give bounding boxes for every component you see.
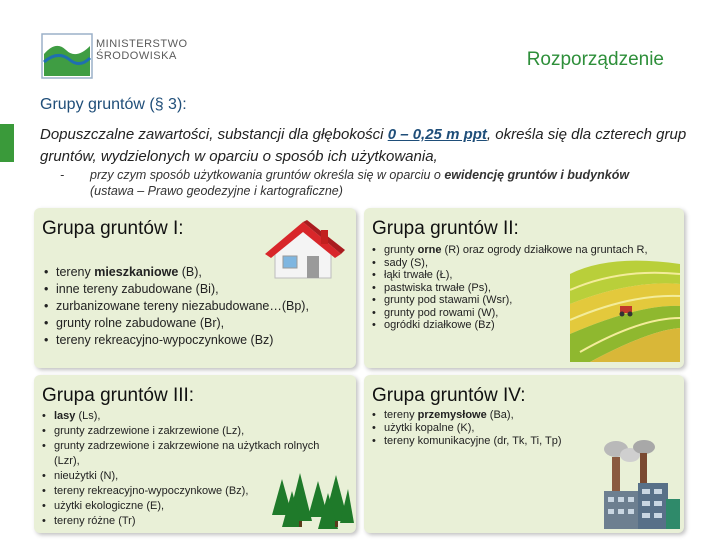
note-text-before: przy czym sposób użytkowania gruntów określa się w oparciu o — [90, 168, 445, 182]
item-bold: przemysłowe — [417, 409, 487, 421]
intro-text-before: Dopuszczalne zawartości, substancji dla głębokości — [40, 126, 388, 143]
logo-line-1: MINISTERSTWO — [96, 38, 188, 50]
list-item — [44, 332, 309, 349]
item-text: tereny — [384, 409, 418, 421]
slide-title: Rozporządzenie — [526, 49, 664, 70]
group-title-4: Grupa gruntów IV: — [372, 385, 526, 406]
item-text: (B), — [178, 265, 202, 279]
ministry-logo-icon — [40, 32, 94, 80]
farm-fields-icon — [570, 244, 680, 362]
item-text: tereny — [56, 265, 95, 279]
item-bold: lasy — [54, 410, 76, 422]
item-text: sady (S), — [384, 256, 429, 269]
group-panel-1 — [34, 208, 356, 368]
item-text: (Ls), — [75, 410, 101, 422]
item-text: inne tereny zabudowane (Bi), — [56, 282, 219, 296]
item-text: zurbanizowane tereny niezabudowane…(Bp), — [56, 299, 309, 313]
note-bold: ewidencję gruntów i budynków — [444, 168, 630, 182]
item-text: tereny różne (Tr) — [54, 515, 136, 527]
item-text: tereny rekreacyjno-wypoczynkowe (Bz) — [56, 333, 274, 347]
list-item — [44, 298, 309, 315]
note-text-after: (ustawa – Prawo geodezyjne i kartograficzne) — [90, 184, 343, 198]
list-item — [42, 424, 322, 439]
group-panel-2 — [364, 208, 684, 368]
item-text: grunty rolne zabudowane (Br), — [56, 316, 225, 330]
item-text: pastwiska trwałe (Ps), — [384, 281, 491, 294]
group-panel-4 — [364, 375, 684, 533]
item-text: grunty pod stawami (Wsr), — [384, 294, 513, 306]
item-text: grunty — [384, 244, 418, 256]
ministry-logo — [40, 32, 200, 82]
accent-bar — [0, 124, 14, 162]
list-item — [372, 409, 672, 422]
list-item — [42, 409, 322, 424]
intro-text-after: , określa się dla czterech grup gruntów, wydzielonych w oparciu o sposób ich użytkowania, — [40, 126, 687, 165]
house-icon — [261, 220, 347, 282]
item-bold: mieszkaniowe — [94, 265, 179, 279]
item-text: grunty zadrzewione i zakrzewione (Lz), — [54, 425, 245, 437]
item-text: łąki trwałe (Ł), — [384, 269, 453, 281]
item-bold: orne — [417, 244, 442, 256]
item-text: nieużytki (N), — [54, 470, 119, 482]
list-item — [42, 439, 322, 469]
logo-line-2: ŚRODOWISKA — [96, 50, 177, 62]
list-item — [44, 281, 309, 298]
item-text: ogródki działkowe (Bz) — [384, 319, 495, 331]
forest-trees-icon — [270, 471, 354, 531]
group-title-2: Grupa gruntów II: — [372, 218, 519, 239]
item-text: (Ba), — [486, 409, 514, 421]
group-title-3: Grupa gruntów III: — [42, 385, 195, 406]
list-item — [372, 422, 672, 435]
note-body — [90, 167, 662, 199]
note-dash: - — [60, 168, 65, 182]
item-text: tereny komunikacyjne (dr, Tk, Ti, Tp) — [384, 435, 562, 447]
group-title-1: Grupa gruntów I: — [42, 218, 184, 239]
note-paragraph — [62, 167, 662, 199]
intro-depth: 0 – 0,25 m ppt — [387, 126, 487, 143]
list-item — [44, 315, 309, 332]
item-text: grunty pod rowami (W), — [384, 306, 499, 319]
item-text: użytki kopalne (K), — [384, 422, 475, 434]
item-text: użytki ekologiczne (E), — [54, 500, 165, 512]
section-subtitle: Grupy gruntów (§ 3): — [40, 96, 187, 113]
logo-text — [96, 38, 188, 62]
item-text: grunty zadrzewione i zakrzewione na użytkach rolnych (Lzr), — [54, 440, 320, 467]
group-panel-3 — [34, 375, 356, 533]
intro-paragraph — [40, 124, 690, 168]
item-text: tereny rekreacyjno-wypoczynkowe (Bz), — [54, 485, 249, 497]
factory-icon — [600, 439, 680, 531]
item-text: (R) oraz ogrody działkowe na gruntach R, — [441, 244, 648, 256]
